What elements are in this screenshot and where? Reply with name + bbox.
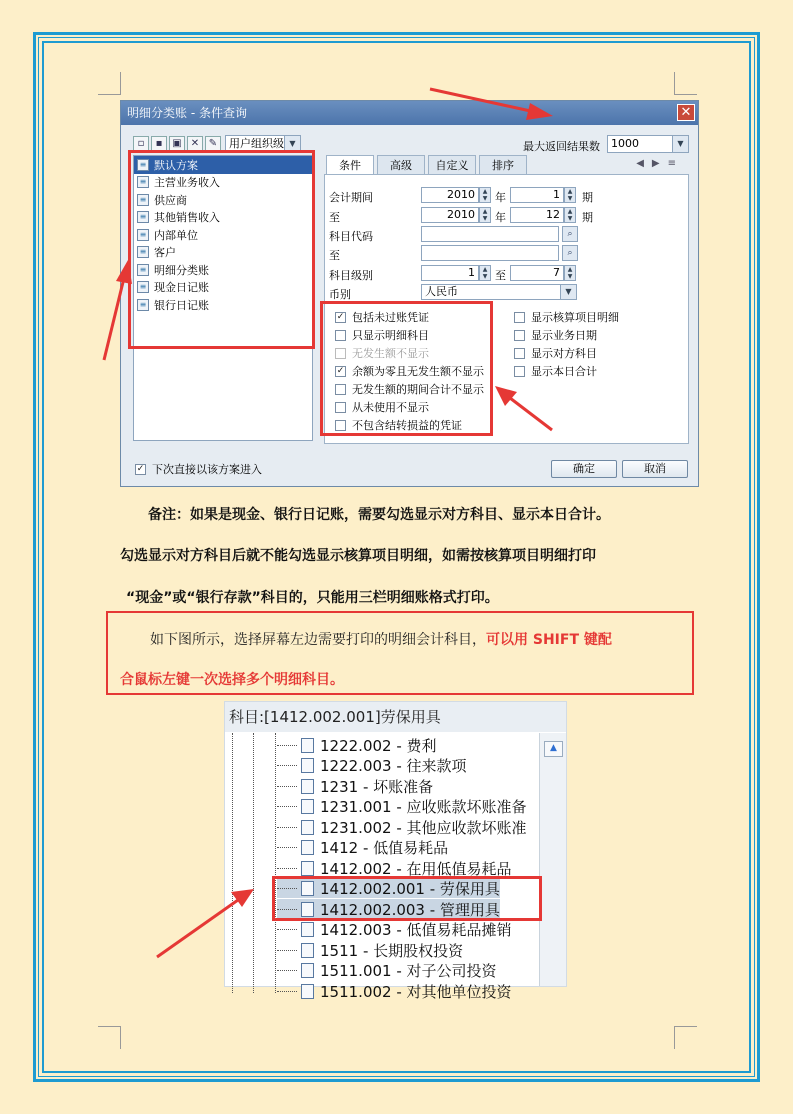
currency-value: 人民币 <box>425 285 458 298</box>
edit-icon[interactable]: ✎ <box>205 136 221 152</box>
cancel-button[interactable]: 取消 <box>622 460 688 478</box>
scheme-label: 明细分类账 <box>154 263 209 277</box>
scheme-icon: ≡ <box>137 246 149 258</box>
tree-item-label: 1231 - 坏账准备 <box>320 777 434 796</box>
scheme-label: 默认方案 <box>154 158 198 172</box>
ok-button[interactable]: 确定 <box>551 460 617 478</box>
option-label: 显示核算项目明细 <box>531 311 619 324</box>
tree-item-label: 1222.003 - 往来款项 <box>320 756 467 775</box>
new-icon[interactable]: ▫ <box>133 136 149 152</box>
scheme-icon: ≡ <box>137 211 149 223</box>
scheme-label: 主营业务收入 <box>154 176 220 190</box>
level-to[interactable]: 7 <box>510 265 564 281</box>
save-icon[interactable]: ▪ <box>151 136 167 152</box>
scope-select-value: 用户组织级 <box>229 137 284 150</box>
tree-item-label: 1222.002 - 费利 <box>320 736 437 755</box>
option-label: 显示对方科目 <box>531 347 597 360</box>
option-label: 余额为零且无发生额不显示 <box>352 365 484 378</box>
level-from[interactable]: 1 <box>421 265 479 281</box>
tree-item-label: 1511.002 - 对其他单位投资 <box>320 982 512 1001</box>
scheme-icon: ≡ <box>137 194 149 206</box>
tree-item-label: 1511.001 - 对子公司投资 <box>320 961 497 980</box>
tree-item-label: 1511 - 长期股权投资 <box>320 941 464 960</box>
option-label: 无发生额的期间合计不显示 <box>352 383 484 396</box>
spinner-icon[interactable]: ▲ ▼ <box>564 265 576 281</box>
option-label: 显示业务日期 <box>531 329 597 342</box>
note-line-3: “现金”或“银行存款”科目的，只能用三栏明细账格式打印。 <box>126 590 499 606</box>
delete-icon[interactable]: ✕ <box>187 136 203 152</box>
tree-header: 科目:[1412.002.001]劳保用具 <box>225 702 566 732</box>
chevron-down-icon: ▼ <box>284 136 300 152</box>
tip-text: 如下图所示，选择屏幕左边需要打印的明细会计科目， <box>150 632 486 648</box>
scheme-label: 现金日记账 <box>154 281 209 295</box>
scheme-label: 银行日记账 <box>154 298 209 312</box>
scheme-icon: ≡ <box>137 159 149 171</box>
scheme-label: 客户 <box>154 246 176 260</box>
checkbox[interactable]: ✓ <box>336 311 345 322</box>
tab-scroll-icons[interactable]: ◀▶≡ <box>636 158 684 169</box>
tree-item-label: 1231.001 - 应收账款坏账准备 <box>320 797 527 816</box>
scheme-label: 供应商 <box>154 193 187 207</box>
year-unit: 年 <box>495 211 506 224</box>
max-results-label: 最大返回结果数 <box>523 140 600 153</box>
tree-item-label: 1412.003 - 低值易耗品摊销 <box>320 920 512 939</box>
period-from-month[interactable]: 1 <box>510 187 564 203</box>
tab-conditions[interactable]: 条件 <box>326 155 374 175</box>
checkbox[interactable]: ✓ <box>136 463 145 474</box>
scheme-icon: ≡ <box>137 299 149 311</box>
scheme-icon: ≡ <box>137 229 149 241</box>
dialog-title: 明细分类账 - 条件查询 <box>127 106 247 120</box>
tree-item-label: 1412.002 - 在用低值易耗品 <box>320 859 512 878</box>
scheme-icon: ≡ <box>137 264 149 276</box>
note-line-2: 勾选显示对方科目后就不能勾选显示核算项目明细，如需按核算项目明细打印 <box>120 548 596 564</box>
option-label: 不包含结转损益的凭证 <box>352 419 462 432</box>
spinner-icon[interactable]: ▲ ▼ <box>479 265 491 281</box>
spinner-icon[interactable]: ▲ ▼ <box>479 207 491 223</box>
account-level-label: 科目级别 <box>329 269 373 282</box>
spinner-icon[interactable]: ▲ ▼ <box>564 187 576 203</box>
option-label: 包括未过账凭证 <box>352 311 429 324</box>
close-icon[interactable]: ✕ <box>677 104 695 121</box>
account-code-label: 科目代码 <box>329 230 373 243</box>
to-label: 至 <box>495 269 506 282</box>
to-label: 至 <box>329 211 340 224</box>
max-results-value: 1000 <box>611 137 639 150</box>
lookup-icon[interactable]: ⌕ <box>562 245 578 261</box>
lookup-icon[interactable]: ⌕ <box>562 226 578 242</box>
tab-sort[interactable]: 排序 <box>479 155 527 174</box>
scheme-label: 其他销售收入 <box>154 211 220 225</box>
to-label: 至 <box>329 249 340 262</box>
tip-highlight: 可以用 SHIFT 键配 <box>486 632 612 648</box>
option-label: 无发生额不显示 <box>352 347 429 360</box>
spinner-icon[interactable]: ▲ ▼ <box>564 207 576 223</box>
scheme-icon: ≡ <box>137 281 149 293</box>
chevron-down-icon: ▼ <box>672 136 688 152</box>
tree-item-label: 1412.002.003 - 管理用具 <box>320 900 500 919</box>
year-unit: 年 <box>495 191 506 204</box>
save-as-icon[interactable]: ▣ <box>169 136 185 152</box>
period-unit: 期 <box>582 191 593 204</box>
tab-advanced[interactable]: 高级 <box>377 155 425 174</box>
option-label: 只显示明细科目 <box>352 329 429 342</box>
period-to-month[interactable]: 12 <box>510 207 564 223</box>
currency-label: 币别 <box>329 288 351 301</box>
next-time-label: 下次直接以该方案进入 <box>152 463 262 476</box>
period-to-year[interactable]: 2010 <box>421 207 479 223</box>
option-label: 从未使用不显示 <box>352 401 429 414</box>
scheme-icon: ≡ <box>137 176 149 188</box>
tab-custom[interactable]: 自定义 <box>428 155 476 174</box>
period-unit: 期 <box>582 211 593 224</box>
tree-item-label: 1231.002 - 其他应收款坏账准 <box>320 818 527 837</box>
checkbox[interactable]: ✓ <box>336 365 345 376</box>
scheme-label: 内部单位 <box>154 228 198 242</box>
tip-highlight: 合鼠标左键一次选择多个明细科目。 <box>120 672 344 688</box>
chevron-down-icon: ▼ <box>560 285 576 299</box>
period-from-year[interactable]: 2010 <box>421 187 479 203</box>
period-label: 会计期间 <box>329 191 373 204</box>
tree-item-label: 1412.002.001 - 劳保用具 <box>320 879 500 898</box>
note-line-1: 备注：如果是现金、银行日记账，需要勾选显示对方科目、显示本日合计。 <box>148 507 610 523</box>
tree-item-label: 1412 - 低值易耗品 <box>320 838 449 857</box>
scroll-up-icon[interactable]: ▲ <box>544 741 563 757</box>
option-label: 显示本日合计 <box>531 365 597 378</box>
spinner-icon[interactable]: ▲ ▼ <box>479 187 491 203</box>
